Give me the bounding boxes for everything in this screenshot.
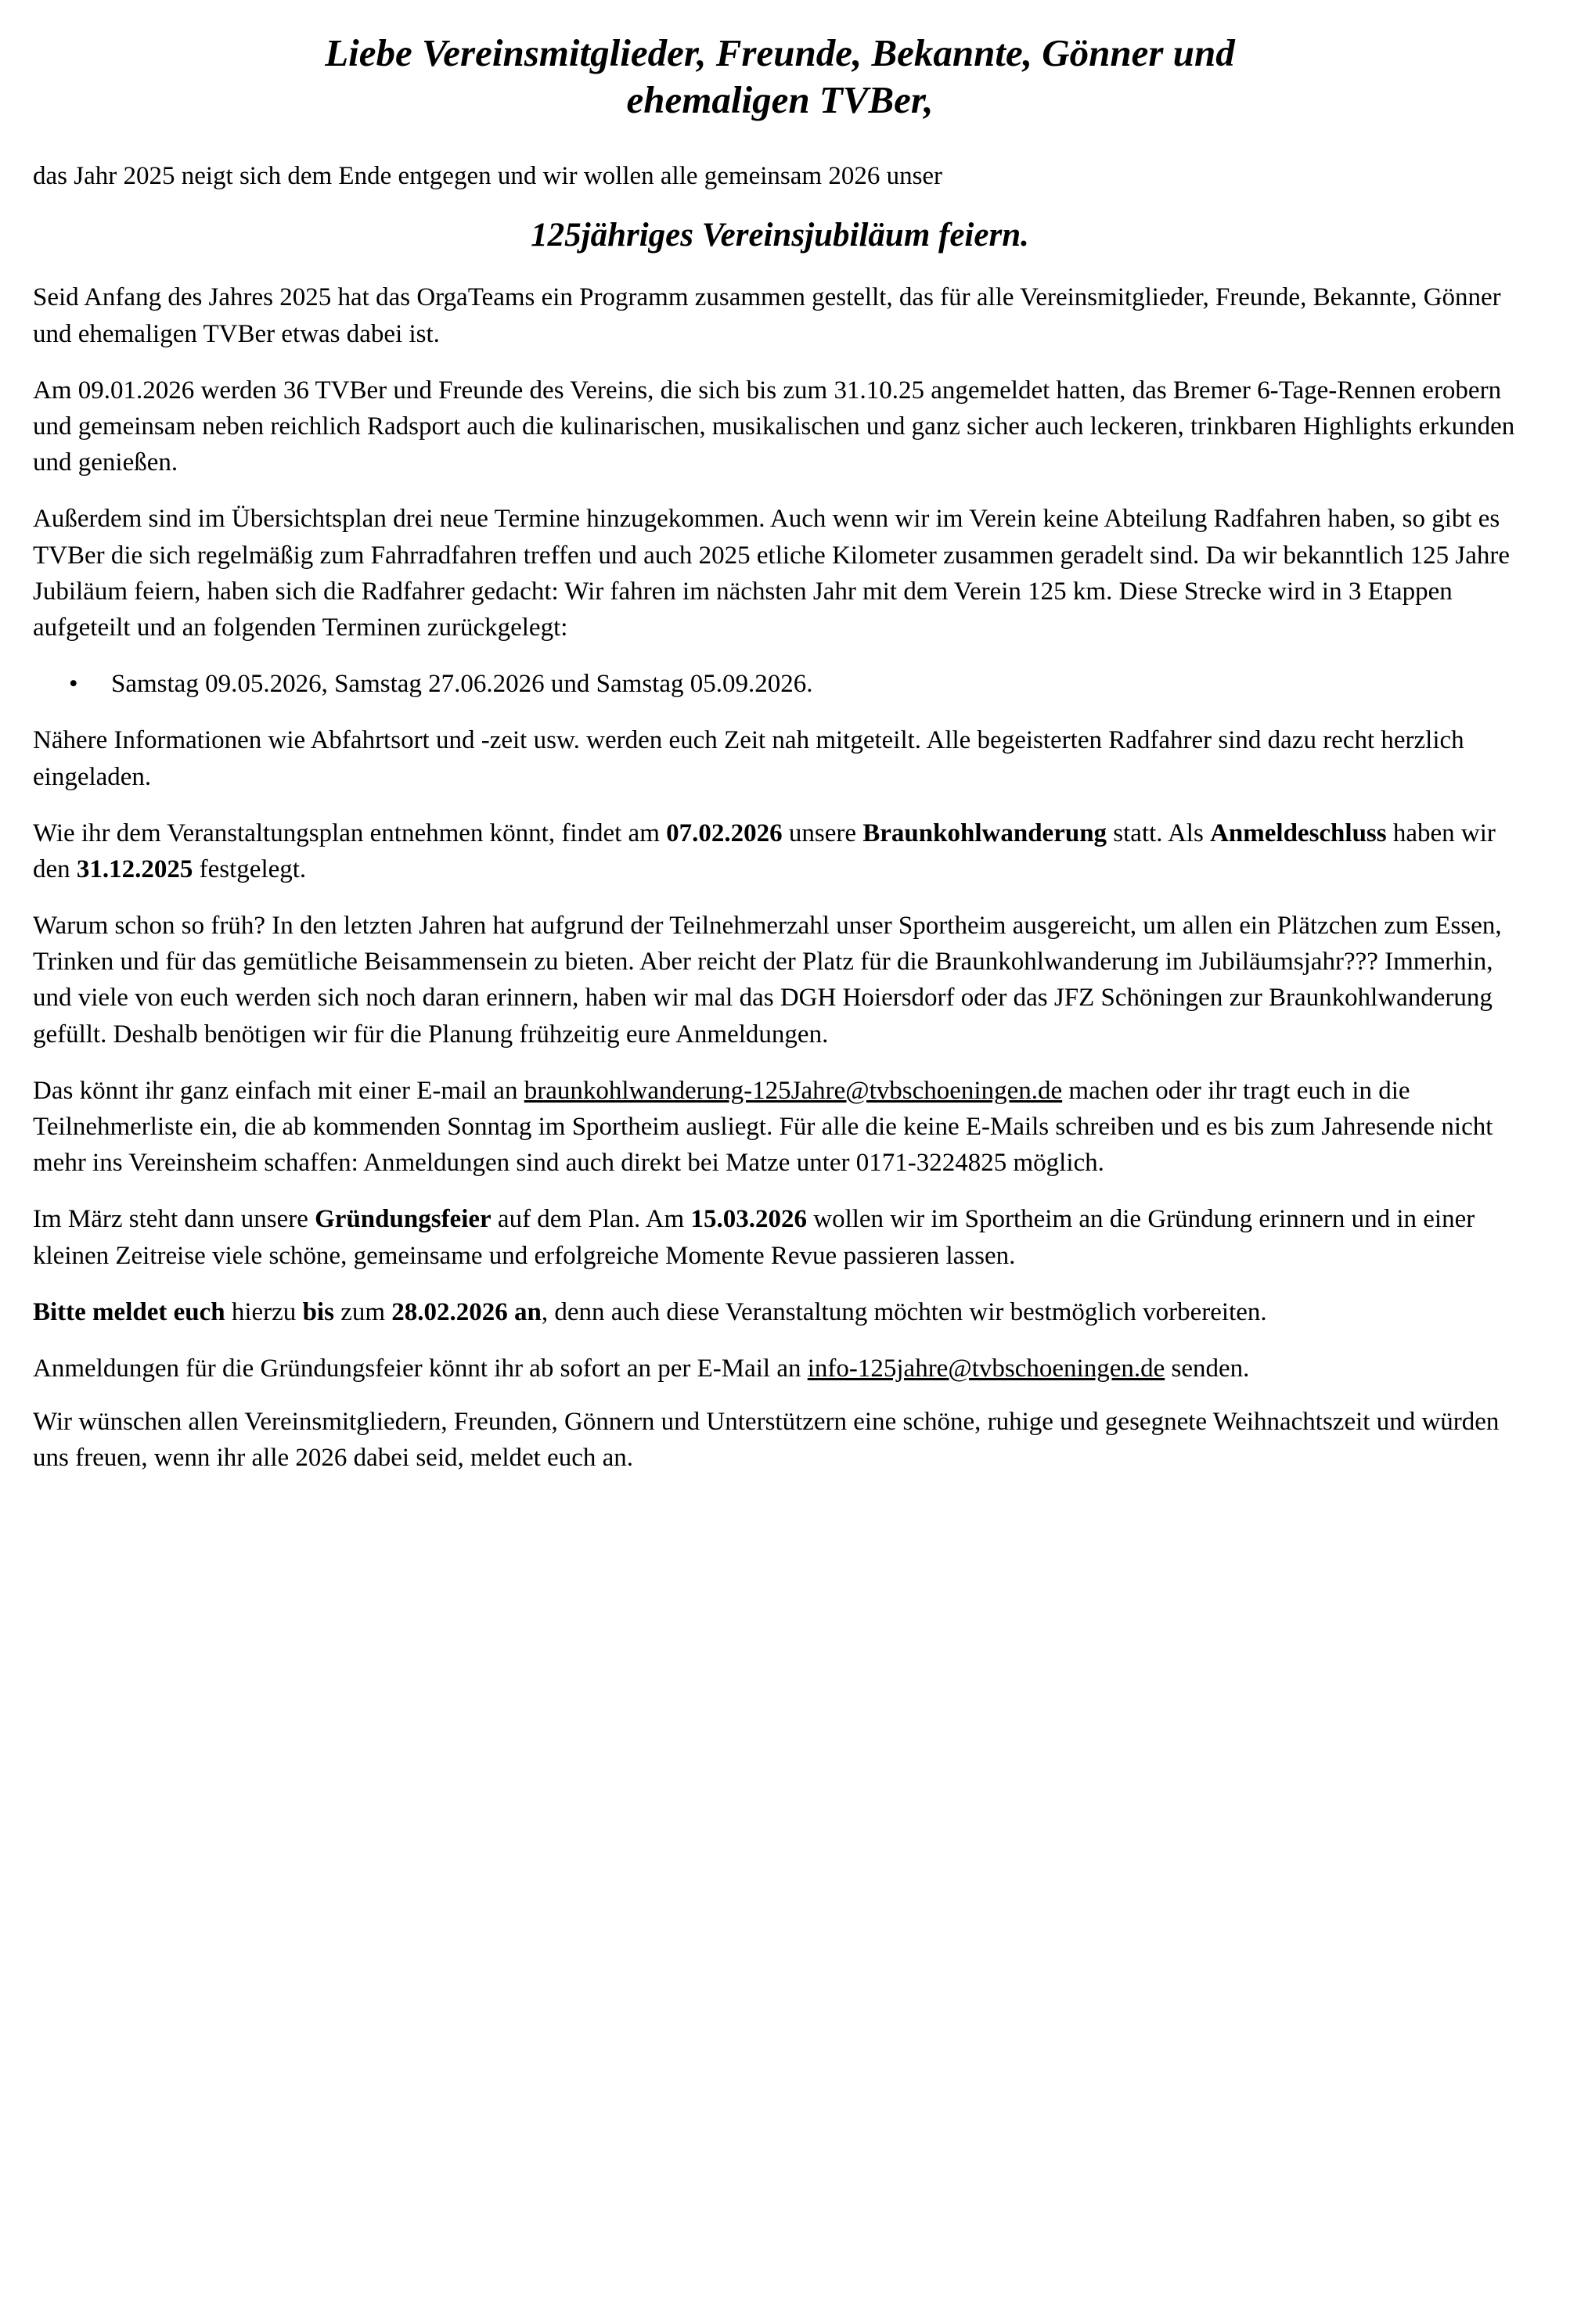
- page-title-line-2: ehemaligen TVBer,: [626, 77, 934, 121]
- p10-text-a: Anmeldungen für die Gründungsfeier könnt ihr ab sofort an per E-Mail an: [33, 1354, 808, 1383]
- page-title: [61, 30, 1499, 124]
- p5-date-event: 07.02.2026: [666, 818, 783, 847]
- p8-date-gruendungsfeier: 15.03.2026: [690, 1205, 807, 1234]
- p7-text-a: Das könnt ihr ganz einfach mit einer E-mail an: [33, 1076, 524, 1105]
- paragraph-registration-email: [33, 1073, 1527, 1182]
- page-title-line-1: Liebe Vereinsmitglieder, Freunde, Bekannte, Gönner und: [325, 31, 1235, 74]
- p8-text-c: wollen wir im Sportheim an die Gründung erinnern und in einer kleinen Zeitreise viele schöne, gemeinsame und erfolgreiche Momente Revue passieren lassen.: [33, 1205, 1475, 1270]
- p9-text-c: , denn auch diese Veranstaltung möchten wir bestmöglich vorbereiten.: [541, 1297, 1267, 1326]
- paragraph-gruendungsfeier: [33, 1201, 1527, 1273]
- email-link-info-125jahre[interactable]: info-125jahre@tvbschoeningen.de: [807, 1354, 1165, 1383]
- paragraph-closing: Wir wünschen allen Vereinsmitgliedern, Freunden, Gönnern und Unterstützern eine schöne, ruhige und gesegnete Weihnachtszeit und würden uns freuen, wenn ihr alle 2026 dabei seid, meldet euch an.: [33, 1408, 1500, 1473]
- paragraph-braunkohlwanderung: [33, 815, 1527, 887]
- p5-text-c: statt. Als: [1107, 818, 1211, 847]
- paragraph-gruendungsfeier-email: [33, 1351, 1527, 1387]
- p9-term-bis: bis: [302, 1297, 334, 1326]
- p10-text-b: senden.: [1165, 1354, 1250, 1383]
- p8-text-a: Im März steht dann unsere: [33, 1205, 315, 1234]
- p5-term-braunkohlwanderung: Braunkohlwanderung: [862, 818, 1107, 847]
- p9-text-a: hierzu: [225, 1297, 303, 1326]
- jubilee-heading: 125jähriges Vereinsjubiläum feiern.: [531, 216, 1029, 254]
- p5-text-d: haben wir den: [33, 818, 1496, 883]
- paragraph-program: Seid Anfang des Jahres 2025 hat das OrgaTeams ein Programm zusammen gestellt, das für alle Vereinsmitglieder, Freunde, Bekannte, Gönner und ehemaligen TVBer etwas dabei ist.: [33, 283, 1501, 348]
- p8-term-gruendungsfeier: Gründungsfeier: [315, 1205, 492, 1234]
- p9-text-b: zum: [333, 1297, 392, 1326]
- email-link-braunkohlwanderung[interactable]: braunkohlwanderung-125Jahre@tvbschoeningen.de: [524, 1076, 1063, 1105]
- p9-date-deadline: 28.02.2026 an: [391, 1297, 542, 1326]
- p5-term-anmeldeschluss: Anmeldeschluss: [1210, 818, 1387, 847]
- p5-text-b: unsere: [782, 818, 863, 847]
- p9-term-bitte-meldet-euch: Bitte meldet euch: [33, 1297, 225, 1326]
- list-item-label: Samstag 09.05.2026, Samstag 27.06.2026 und Samstag 05.09.2026.: [111, 670, 813, 699]
- paragraph-signup-deadline: [33, 1294, 1527, 1330]
- list-item: [33, 666, 1527, 702]
- paragraph-cycling-dates-intro: Außerdem sind im Übersichtsplan drei neue Termine hinzugekommen. Auch wenn wir im Verein keine Abteilung Radfahren haben, so gibt es TVBer die sich regelmäßig zum Fahrradfahren treffen und auch 2025 etliche Kilometer zusammen geradelt sind. Da wir bekanntlich 125 Jahre Jubiläum feiern, haben sich die Radfahrer gedacht: Wir fahren im nächsten Jahr mit dem Verein 125 km. Diese Strecke wird in 3 Etappen aufgeteilt und an folgenden Terminen zurückgelegt:: [33, 505, 1511, 642]
- p5-text-e: festgelegt.: [193, 854, 307, 883]
- p7-text-b: machen oder ihr tragt euch in die Teilnehmerliste ein, die ab kommenden Sonntag im Sportheim ausliegt. Für alle die keine E-Mails schreiben und es bis zum Jahresende nicht mehr ins Vereinsheim schaffen: Anmeldungen sind auch direkt bei Matze unter 0171-3224825 möglich.: [33, 1076, 1493, 1178]
- paragraph-why-early: Warum schon so früh? In den letzten Jahren hat aufgrund der Teilnehmerzahl unser Sportheim ausgereicht, um allen ein Plätzchen zum Essen, Trinken und für das gemütliche Beisammensein zu bieten. Aber reicht der Platz für die Braunkohlwanderung im Jubiläumsjahr??? Immerhin, und viele von euch werden sich noch daran erinnern, haben wir mal das DGH Hoiersdorf oder das JFZ Schöningen zur Braunkohlwanderung gefüllt. Deshalb benötigen wir für die Planung frühzeitig eure Anmeldungen.: [33, 912, 1502, 1049]
- p5-date-deadline: 31.12.2025: [76, 854, 193, 883]
- title-spacer: [33, 124, 1527, 158]
- paragraph-bremen-race: Am 09.01.2026 werden 36 TVBer und Freunde des Vereins, die sich bis zum 31.10.25 angemeldet hatten, das Bremer 6-Tage-Rennen erobern und gemeinsam neben reichlich Radsport auch die kulinarischen, musikalischen und ganz sicher auch leckeren, trinkbaren Highlights erkunden und genießen.: [33, 376, 1515, 477]
- intro-paragraph: das Jahr 2025 neigt sich dem Ende entgegen und wir wollen alle gemeinsam 2026 unser: [33, 161, 943, 190]
- p8-text-b: auf dem Plan. Am: [491, 1205, 691, 1234]
- paragraph-more-info: Nähere Informationen wie Abfahrtsort und -zeit usw. werden euch Zeit nah mitgeteilt. Alle begeisterten Radfahrer sind dazu recht herzlich eingeladen.: [33, 726, 1464, 791]
- p5-text-a: Wie ihr dem Veranstaltungsplan entnehmen könnt, findet am: [33, 818, 667, 847]
- bullet-icon: •: [69, 670, 78, 699]
